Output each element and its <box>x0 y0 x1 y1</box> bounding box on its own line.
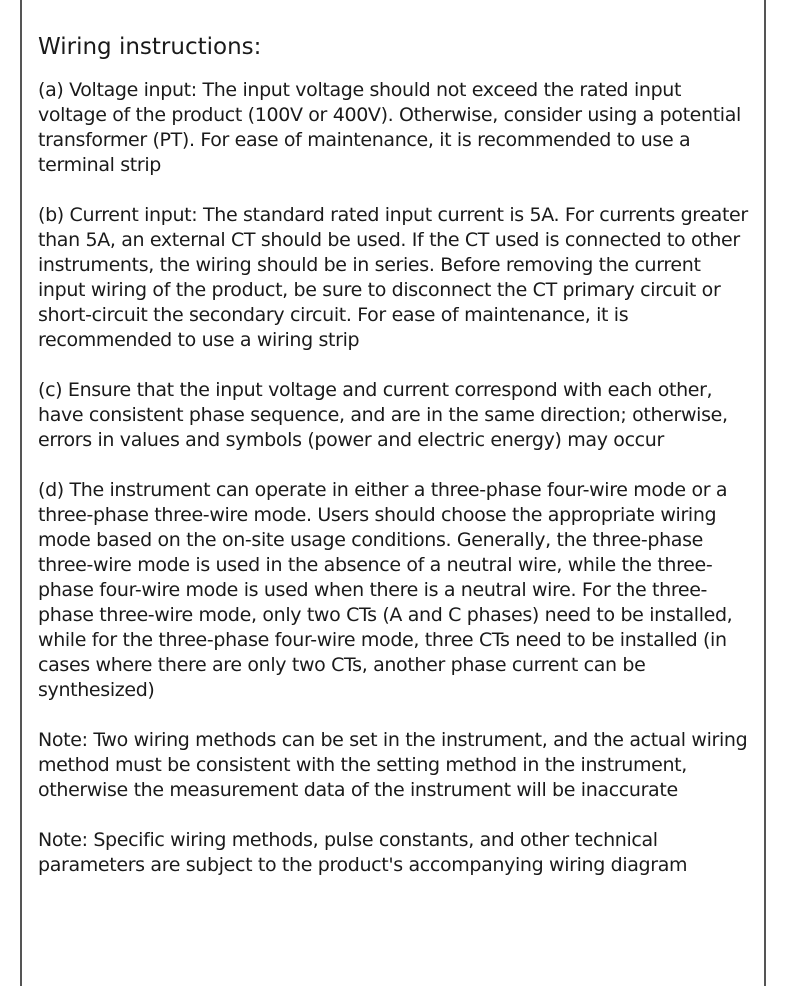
document-body <box>38 30 750 903</box>
paragraph-wiring-modes: (d) The instrument can operate in either a three-phase four-wire mode or a three-phase three-wire mode. Users should choose the appropriate wiring mode based on the on-site usage conditions. Generally, the three-phase three-wire mode is used in the absence of a neutral wire, while the three-phase four-wire mode is used when there is a neutral wire. For the three-phase three-wire mode, only two CTs (A and C phases) need to be installed, while for the three-phase four-wire mode, three CTs need to be installed (in cases where there are only two CTs, another phase current can be synthesized) <box>38 479 733 701</box>
paragraph-current-input: (b) Current input: The standard rated input current is 5A. For currents greater than 5A, an external CT should be used. If the CT used is connected to other instruments, the wiring should be in series. Before removing the current input wiring of the product, be sure to disconnect the CT primary circuit or short-circuit the secondary circuit. For ease of maintenance, it is recommended to use a wiring strip <box>38 204 748 351</box>
note-technical-parameters: Note: Specific wiring methods, pulse constants, and other technical parameters are subject to the product's accompanying wiring diagram <box>38 829 688 876</box>
note-wiring-setting: Note: Two wiring methods can be set in the instrument, and the actual wiring method must be consistent with the setting method in the instrument, otherwise the measurement data of the instrument will be inaccurate <box>38 729 748 801</box>
page-title: Wiring instructions: <box>38 34 262 60</box>
paragraph-phase-correspondence: (c) Ensure that the input voltage and current correspond with each other, have consistent phase sequence, and are in the same direction; otherwise, errors in values and symbols (power and electric energy) may occur <box>38 379 728 451</box>
paragraph-voltage-input: (a) Voltage input: The input voltage should not exceed the rated input voltage of the product (100V or 400V). Otherwise, consider using a potential transformer (PT). For ease of maintenance, it is recommended to use a terminal strip <box>38 79 741 176</box>
